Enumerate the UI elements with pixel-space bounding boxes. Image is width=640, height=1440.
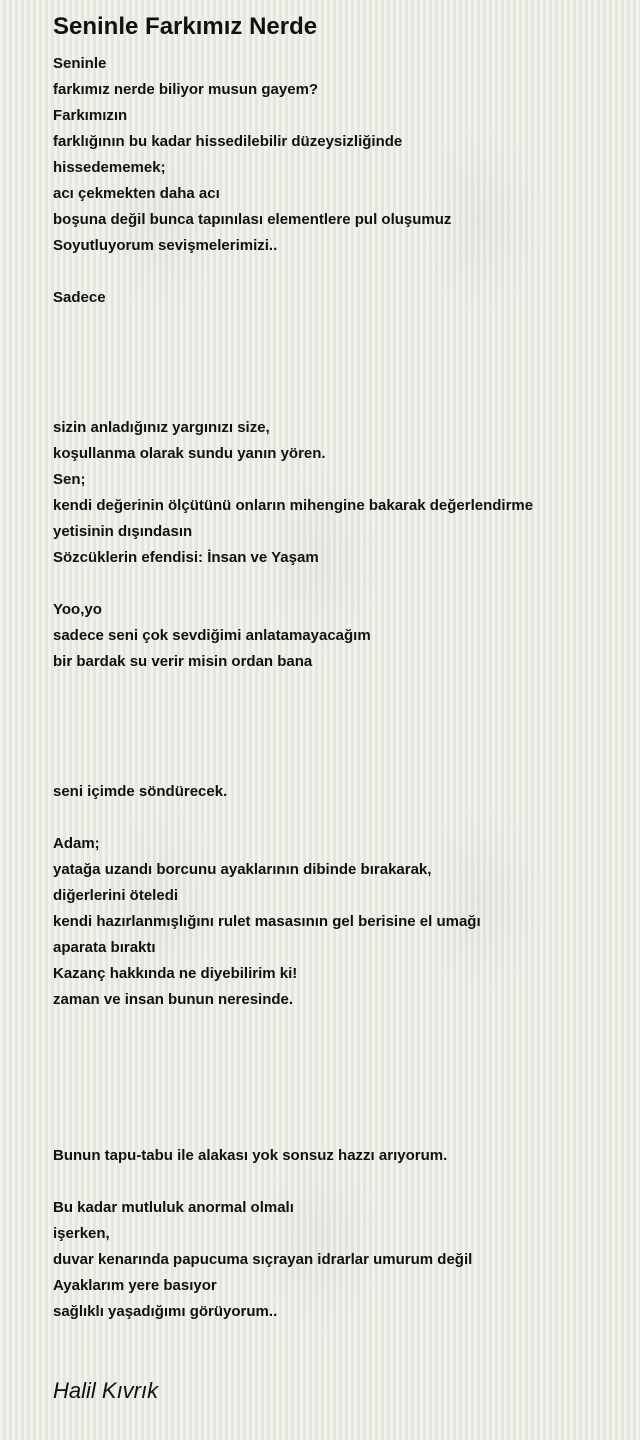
poem-line: Farkımızın — [53, 107, 128, 124]
poem-line: Sen; — [53, 471, 86, 488]
poem-line: Adam; — [53, 835, 100, 852]
poem-line: Yoo,yo — [53, 601, 102, 618]
poem-line: Sadece — [53, 289, 106, 306]
poem-line: farklığının bu kadar hissedilebilir düzeysizliğinde — [53, 133, 403, 150]
poem-line: Seninle — [53, 55, 107, 72]
poem-blank-line — [53, 337, 633, 363]
poem-blank-line — [53, 1065, 633, 1091]
poem-blank-line — [53, 675, 633, 701]
poem-blank-line — [53, 389, 633, 415]
poem-line: bir bardak su verir misin ordan bana — [53, 653, 313, 670]
poem-blank-line — [53, 701, 633, 727]
poem-line: farkımız nerde biliyor musun gayem? — [53, 81, 319, 98]
poem-author: Halil Kıvrık — [53, 1378, 159, 1403]
poem-line: işerken, — [53, 1225, 110, 1242]
poem-blank-line — [53, 259, 633, 285]
poem-blank-line — [53, 1117, 633, 1143]
poem-line: seni içimde söndürecek. — [53, 783, 228, 800]
poem-line: sağlıklı yaşadığımı görüyorum.. — [53, 1303, 278, 1320]
poem-blank-line — [53, 363, 633, 389]
poem-line: hissedememek; — [53, 159, 166, 176]
poem-body — [53, 51, 633, 1325]
poem-line: boşuna değil bunca tapınılası elementlere pul oluşumuz — [53, 211, 452, 228]
poem-line: yatağa uzandı borcunu ayaklarının dibinde bırakarak, — [53, 861, 432, 878]
poem-line: zaman ve insan bunun neresinde. — [53, 991, 294, 1008]
poem-blank-line — [53, 311, 633, 337]
poem-line: yetisinin dışındasın — [53, 523, 193, 540]
poem-line: Bunun tapu-tabu ile alakası yok sonsuz hazzı arıyorum. — [53, 1147, 448, 1164]
poem-line: sadece seni çok sevdiğimi anlatamayacağım — [53, 627, 371, 644]
poem-line: Ayaklarım yere basıyor — [53, 1277, 217, 1294]
poem-blank-line — [53, 1169, 633, 1195]
poem-blank-line — [53, 571, 633, 597]
poem-line: kendi hazırlanmışlığını rulet masasının gel berisine el umağı — [53, 913, 481, 930]
poem-blank-line — [53, 1013, 633, 1039]
poem-blank-line — [53, 727, 633, 753]
poem-line: Soyutluyorum sevişmelerimizi.. — [53, 237, 278, 254]
poem-line: Bu kadar mutluluk anormal olmalı — [53, 1199, 294, 1216]
poem-line: aparata bıraktı — [53, 939, 156, 956]
poem-title: Seninle Farkımız Nerde — [53, 13, 318, 40]
poem-blank-line — [53, 1039, 633, 1065]
poem-line: duvar kenarında papucuma sıçrayan idrarlar umurum değil — [53, 1251, 473, 1268]
poem-line: Sözcüklerin efendisi: İnsan ve Yaşam — [53, 549, 319, 566]
poem-blank-line — [53, 753, 633, 779]
poem-line: koşullanma olarak sundu yanın yören. — [53, 445, 326, 462]
poem-line: sizin anladığınız yargınızı size, — [53, 419, 270, 436]
poem-blank-line — [53, 1091, 633, 1117]
poem-line: acı çekmekten daha acı — [53, 185, 220, 202]
poem-blank-line — [53, 805, 633, 831]
poem-line: Kazanç hakkında ne diyebilirim ki! — [53, 965, 298, 982]
poem-line: kendi değerinin ölçütünü onların mihengine bakarak değerlendirme — [53, 497, 534, 514]
poem-line: diğerlerini öteledi — [53, 887, 179, 904]
